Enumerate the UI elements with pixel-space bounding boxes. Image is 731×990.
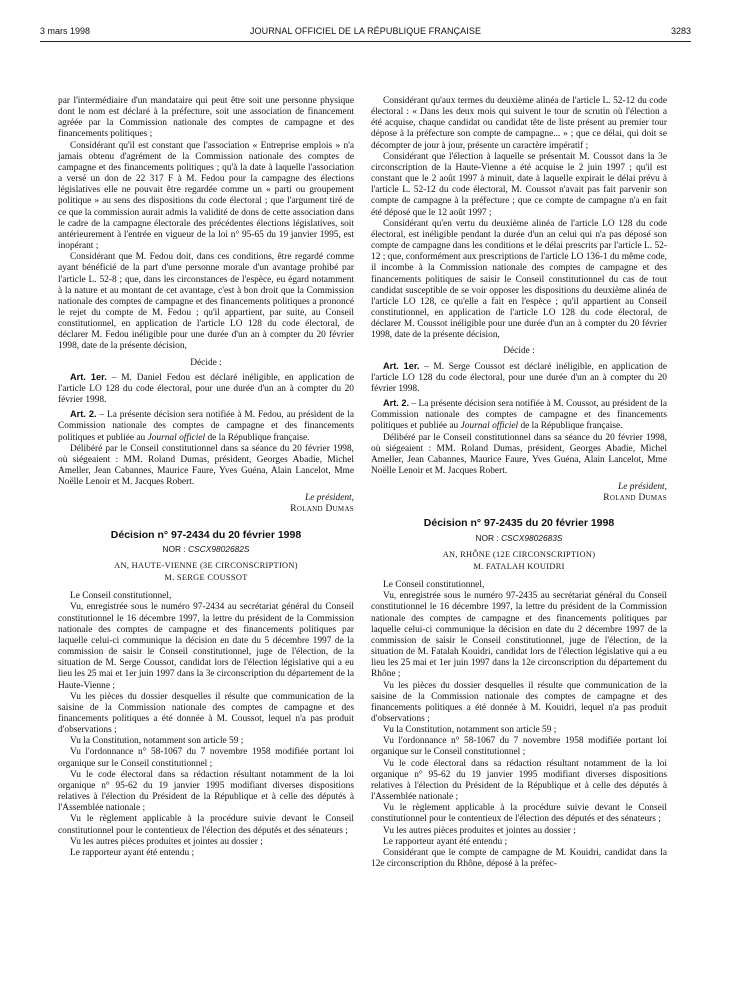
- signature-block: [58, 493, 354, 515]
- paragraph: Vu les autres pièces produites et jointes au dossier ;: [70, 836, 263, 847]
- signature-name: Roland Dumas: [290, 504, 354, 515]
- decision-title: Décision n° 97-2435 du 20 février 1998: [423, 517, 615, 530]
- paragraph: Vu les autres pièces produites et jointes au dossier ;: [383, 825, 576, 836]
- paragraph: Considérant qu'aux termes du deuxième alinéa de l'article L. 52-12 du code électoral : « Dans les deux mois qui suivent le tour de scrutin où l'élection a été acquise, chaque candidat ou candidat tête de liste présent au premier tour dépose à la préfecture son compte de campagne... » ; que ce délai, qui doit se décompter de jour à jour, présente un caractère impératif ;: [371, 96, 667, 151]
- paragraph: Le Conseil constitutionnel,: [383, 580, 485, 591]
- article-2: [371, 398, 667, 432]
- signature-block: [371, 482, 667, 504]
- paragraph: Vu le code électoral dans sa rédaction résultant notamment de la loi organique n° 95-62 du 19 janvier 1995 modifiant diverses dispositions relatives à l'élection du Président de la République et à celle des députés à l'Assemblée nationale ;: [371, 758, 667, 803]
- paragraph: Vu, enregistrée sous le numéro 97-2434 au secrétariat général du Conseil constitutionnel le 16 décembre 1997, la lettre du président de la Commission nationale des comptes de campagne et des financements politiques par laquelle celui-ci communique la décision en date du 5 décembre 1997 de la commission de saisir le Conseil constitutionnel, juge de l'élection, de la situation de M. Serge Coussot, candidat lors de l'élection législative qui a eu lieu les 25 mai et 1er juin 1997 dans la 3e circonscription du département de la Haute-Vienne ;: [58, 602, 354, 691]
- decision-nor: [58, 544, 354, 555]
- article-label: Art. 2.: [70, 409, 97, 420]
- left-column: [58, 96, 354, 859]
- nor-label: NOR :: [162, 543, 189, 554]
- paragraph: Vu les pièces du dossier desquelles il résulte que communication de la saisine de la Commission nationale des comptes de campagne et des financements politiques a été donnée à M. Coussot, lequel n'a pas produit d'observations ;: [58, 691, 354, 736]
- paragraph: Considérant qu'il est constant que l'association « Entreprise emplois » n'a jamais obtenu d'agrément de la Commission nationale des comptes de campagne et des financements politiques ; qu'à la date à laquelle l'association a versé un don de 22 317 F à M. Fedou pour la campagne des élections législatives elle ne pouvait être regardée comme un « parti ou groupement politique » au sens des dispositions du code électoral ; que l'argument tiré de ce que la commission aurait admis la validité de dons de cette association dans le cadre de la campagne électorale des précédentes élections législatives, soit antérieurement à l'entrée en vigueur de la loi n° 95-65 du 19 janvier 1995, est inopérant ;: [58, 140, 354, 252]
- article-1: [58, 372, 354, 406]
- paragraph: Vu le règlement applicable à la procédure suivie devant le Conseil constitutionnel pour le contentieux de l'élection des députés et des sénateurs ;: [371, 803, 667, 825]
- paragraph: Vu la Constitution, notamment son article 59 ;: [70, 736, 244, 747]
- paragraph: Considérant que M. Fedou doit, dans ces conditions, être regardé comme ayant bénéficié de la part d'une personne morale d'un avantage prohibé par l'article L. 52-8 ; que, dans les circonstances de l'espèce, eu égard notamment à la nature et au montant de cet avantage, c'est à bon droit que la Commission nationale des comptes de campagne et des financements politiques a prononcé le rejet du compte de M. Fedou ; qu'il appartient, par suite, au Conseil constitutionnel, en application de l'article LO 128 du code électoral, de déclarer M. Fedou inéligible pour une durée d'un an à compter du 20 février 1998, date de la présente décision,: [58, 252, 354, 352]
- right-column: [371, 96, 667, 870]
- signature-name: Roland Dumas: [603, 493, 667, 504]
- paragraph: Vu le règlement applicable à la procédure suivie devant le Conseil constitutionnel pour le contentieux de l'élection des députés et des sénateurs ;: [58, 814, 354, 836]
- signature-role: Le président,: [305, 493, 354, 504]
- paragraph: Le Conseil constitutionnel,: [70, 591, 172, 602]
- article-label: Art. 1er.: [383, 360, 420, 371]
- decision-nor: [371, 533, 667, 544]
- deliberation: Délibéré par le Conseil constitutionnel dans sa séance du 20 février 1998, où siégeaient : MM. Roland Dumas, président, Georges Abadie, Michel Ameller, Jean Cabannes, Maurice Faure, Yves Guéna, Alain Lancelot, Mme Noëlle Lenoir et M. Jacques Robert.: [58, 443, 354, 488]
- paragraph: Vu l'ordonnance n° 58-1067 du 7 novembre 1958 modifiée portant loi organique sur le Conseil constitutionnel ;: [371, 736, 667, 758]
- article-text: – La présente décision sera notifiée à M. Fedou, au président de la Commission nationale des comptes de campagne et des financements politiques et publiée au: [58, 410, 354, 443]
- nor-code: CSCX9802682S: [188, 543, 250, 554]
- nor-label: NOR :: [475, 532, 502, 543]
- paragraph: Considérant que l'élection à laquelle se présentait M. Coussot dans la 3e circonscription de la Haute-Vienne a été acquise le 2 juin 1997 ; qu'il est constant que le 2 août 1997 à minuit, date à laquelle expirait le délai prévu à l'article L. 52-12 du code électoral, M. Coussot n'avait pas fait parvenir son compte de campagne à la préfecture ; que ce compte de campagne n'a en fait été déposé que le 12 août 1997 ;: [371, 151, 667, 218]
- article-1: [371, 361, 667, 395]
- page-number: 3283: [670, 26, 691, 36]
- article-text: – La présente décision sera notifiée à M. Coussot, au président de la Commission nationale des comptes de campagne et des financements politiques et publiée au: [371, 399, 667, 432]
- decide-heading: Décide :: [190, 357, 222, 368]
- paragraph: Vu le code électoral dans sa rédaction résultant notamment de la loi organique n° 95-62 du 19 janvier 1995 modifiant diverses dispositions relatives à l'élection du Président de la République et à celle des députés à l'Assemblée nationale ;: [58, 769, 354, 814]
- article-label: Art. 2.: [383, 398, 410, 409]
- decision-candidate: M. FATALAH KOUIDRI: [473, 561, 565, 571]
- paragraph: Vu, enregistrée sous le numéro 97-2435 au secrétariat général du Conseil constitutionnel le 16 décembre 1997, la lettre du président de la Commission nationale des comptes de campagne et des financements politiques par laquelle celui-ci communique la décision en date du 2 décembre 1997 de la commission de saisir le Conseil constitutionnel, juge de l'élection, de la situation de M. Fatalah Kouidri, candidat lors de l'élection législative qui a eu lieu les 25 mai et 1er juin 1997 dans la 12e circonscription du département du Rhône ;: [371, 591, 667, 680]
- signature-role: Le président,: [618, 482, 667, 493]
- paragraph: Vu l'ordonnance n° 58-1067 du 7 novembre 1958 modifiée portant loi organique sur le Conseil constitutionnel ;: [58, 747, 354, 769]
- journal-title: JOURNAL OFFICIEL DE LA RÉPUBLIQUE FRANÇAISE: [249, 26, 482, 36]
- article-text-tail: de la République française.: [518, 421, 623, 432]
- article-2: [58, 409, 354, 443]
- decision-candidate: M. SERGE COUSSOT: [164, 573, 248, 583]
- paragraph: Vu la Constitution, notamment son article 59 ;: [383, 725, 557, 736]
- paragraph: par l'intermédiaire d'un mandataire qui peut être soit une personne physique dont le nom est déclaré à la préfecture, soit une association de financement agréée par la Commission nationale des comptes de campagne et des financements politiques ;: [58, 96, 354, 140]
- issue-date: 3 mars 1998: [40, 26, 91, 36]
- paragraph: Le rapporteur ayant été entendu ;: [383, 836, 508, 847]
- decide-heading: Décide :: [503, 346, 535, 357]
- paragraph: Le rapporteur ayant été entendu ;: [70, 847, 195, 858]
- article-text: – M. Serge Coussot est déclaré inéligible, en application de l'article LO 128 du code électoral, pour une durée d'un an à compter du 20 février 1998.: [371, 361, 667, 394]
- journal-reference: Journal officiel: [147, 432, 206, 443]
- decision-circonscription: AN, HAUTE-VIENNE (3E CIRCONSCRIPTION): [114, 560, 298, 570]
- deliberation: Délibéré par le Conseil constitutionnel dans sa séance du 20 février 1998, où siégeaient : MM. Roland Dumas, président, Georges Abadie, Michel Ameller, Jean Cabannes, Maurice Faure, Yves Guéna, Alain Lancelot, Mme Noëlle Lenoir et M. Jacques Robert.: [371, 432, 667, 476]
- decision-circonscription: AN, RHÔNE (12E CIRCONSCRIPTION): [442, 549, 596, 559]
- journal-reference: Journal officiel: [460, 421, 519, 432]
- article-text: – M. Daniel Fedou est déclaré inéligible, en application de l'article LO 128 du code électoral, pour une durée d'un an à compter du 20 février 1998.: [58, 372, 354, 406]
- paragraph: Considérant que le compte de campagne de M. Kouidri, candidat dans la 12e circonscription du Rhône, déposé à la préfec-: [371, 847, 667, 869]
- nor-code: CSCX9802683S: [501, 532, 563, 543]
- paragraph: Considérant qu'en vertu du deuxième alinéa de l'article LO 128 du code électoral, est inéligible pendant la durée d'un an celui qui n'a pas déposé son compte de campagne dans les conditions et le délai prescrits par l'article L. 52-12 ; que, conformément aux prescriptions de l'article LO 136-1 du même code, il incombe à la Commission nationale des comptes de campagne et des financements politiques de saisir le Conseil constitutionnel du cas de tout candidat susceptible de se voir opposer les dispositions du deuxième alinéa de l'article LO 128, ce qu'elle a fait en l'espèce ; qu'il appartient au Conseil constitutionnel, en application de l'article LO 128 du code électoral, de déclarer M. Coussot inéligible pour une durée d'un an à compter du 20 février 1998, date de la présente décision,: [371, 218, 667, 341]
- header-rule: [40, 41, 691, 42]
- page-header: [40, 26, 691, 42]
- decision-title: Décision n° 97-2434 du 20 février 1998: [110, 528, 302, 541]
- article-label: Art. 1er.: [70, 371, 107, 382]
- paragraph: Vu les pièces du dossier desquelles il résulte que communication de la saisine de la Commission nationale des comptes de campagne et des financements politiques a été donnée à M. Kouidri, lequel n'a pas produit d'observations ;: [371, 680, 667, 724]
- article-text-tail: de la République française.: [205, 432, 310, 443]
